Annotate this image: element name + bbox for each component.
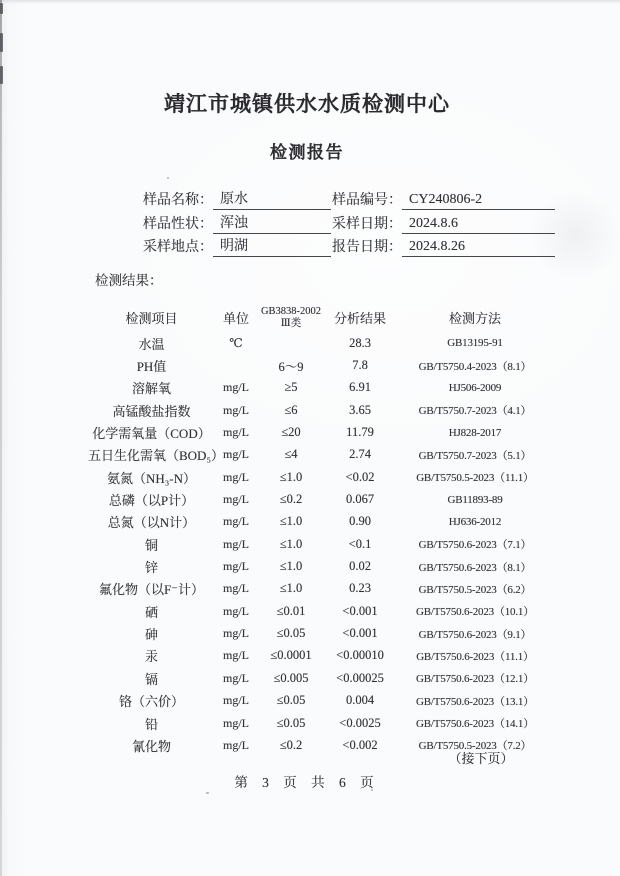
cell-standard-limit: ≤1.0: [279, 559, 303, 574]
cell-method: GB/T5750.4-2023（8.1）: [418, 360, 532, 373]
table-row: [88, 600, 555, 622]
table-row: [88, 690, 555, 712]
cell-item: 总磷（以P计）: [108, 493, 195, 509]
cell-method: GB/T5750.6-2023（13.1）: [415, 695, 535, 708]
header-result: 分析结果: [333, 311, 386, 326]
table-row: [88, 399, 555, 421]
cell-method: GB11893-89: [447, 493, 503, 506]
cell-method: GB/T5750.6-2023（7.1）: [418, 539, 532, 552]
table-row: [88, 622, 555, 644]
cell-standard-limit: ≤0.01: [276, 603, 306, 618]
cell-standard-limit: 6～9: [278, 359, 304, 374]
cell-unit: ℃: [229, 335, 243, 350]
cell-method: GB/T5750.5-2023（7.2）: [418, 740, 532, 753]
cell-analysis-result: 0.067: [345, 492, 375, 507]
cell-item: 汞: [144, 649, 158, 665]
table-row: [88, 712, 555, 734]
page-number-footer: 第 3 页 共 6 页: [234, 775, 376, 790]
header-standard: [257, 306, 325, 329]
cell-standard-limit: ≤0.0001: [270, 648, 312, 663]
table-row: [88, 332, 555, 354]
cell-method: GB/T5750.5-2023（11.1）: [416, 472, 534, 485]
table-header-row: [88, 303, 555, 332]
cell-standard-limit: ≥5: [284, 380, 298, 395]
cell-unit: mg/L: [223, 670, 249, 685]
cell-item: 镉: [144, 671, 158, 687]
cell-analysis-result: 0.90: [349, 514, 371, 529]
cell-unit: mg/L: [223, 402, 249, 417]
cell-item: 化学需氧量（COD）: [92, 426, 211, 442]
report-date-value: 2024.8.26: [402, 239, 555, 257]
cell-item: 五日生化需氧（BOD₅）: [88, 448, 224, 464]
cell-unit: mg/L: [223, 425, 249, 440]
cell-analysis-result: 0.004: [345, 693, 375, 708]
scan-speck: [167, 177, 169, 179]
field-sample-number: [332, 189, 555, 210]
field-sampling-date: [332, 213, 555, 234]
cell-method: GB/T5750.7-2023（4.1）: [418, 405, 532, 418]
results-table: [88, 303, 555, 757]
cell-method: HJ828-2017: [448, 426, 502, 439]
cell-item: 铬（六价）: [118, 694, 184, 710]
sample-character-label: 样品性状：: [143, 216, 213, 232]
cell-standard-limit: ≤1.0: [279, 469, 303, 484]
cell-method: HJ506-2009: [448, 381, 502, 394]
cell-standard-limit: ≤6: [284, 402, 298, 417]
sample-name-label: 样品名称：: [143, 193, 213, 209]
field-sampling-location: [143, 235, 332, 257]
cell-unit: mg/L: [223, 693, 249, 708]
cell-item: 硒: [144, 604, 158, 620]
cell-method: GB/T5750.6-2023（11.1）: [416, 650, 534, 663]
table-row: [88, 354, 555, 376]
sample-number-value: CY240806-2: [402, 192, 555, 210]
cell-unit: mg/L: [223, 648, 249, 663]
info-row: [143, 187, 555, 210]
cell-method: GB/T5750.6-2023（8.1）: [418, 561, 532, 574]
cell-item: 氟化物（以F⁻计）: [98, 582, 205, 598]
page-title: 靖江市城镇供水水质检测中心: [164, 92, 450, 116]
table-row: [88, 377, 555, 399]
sampling-date-label: 采样日期：: [332, 216, 402, 232]
cell-standard-limit: ≤0.005: [273, 670, 309, 685]
report-subtitle: 检测报告: [270, 143, 344, 162]
cell-unit: mg/L: [223, 447, 249, 462]
cell-item: 锌: [144, 560, 158, 576]
cell-method: GB/T5750.6-2023（12.1）: [415, 673, 535, 686]
scan-left-edge: [0, 0, 2, 876]
cell-unit: mg/L: [223, 536, 249, 551]
cell-analysis-result: <0.00010: [336, 648, 384, 663]
header-standard-line1: GB3838-2002: [260, 306, 322, 317]
header-standard-line2: Ⅲ类: [280, 317, 302, 329]
table-row: [88, 533, 555, 555]
cell-unit: mg/L: [223, 715, 249, 730]
cell-analysis-result: 6.91: [349, 380, 371, 395]
results-section-label: 检测结果：: [95, 273, 163, 288]
info-row: [143, 210, 555, 233]
info-row: [143, 234, 555, 257]
cell-unit: mg/L: [223, 626, 249, 641]
cell-analysis-result: 3.65: [349, 402, 371, 417]
cell-standard-limit: ≤1.0: [279, 536, 303, 551]
scan-speck: [206, 792, 209, 794]
sample-character-value: 浑浊: [213, 212, 331, 234]
cell-analysis-result: <0.001: [342, 626, 378, 641]
cell-standard-limit: ≤20: [281, 425, 301, 440]
field-sample-name: [143, 188, 332, 210]
cell-standard-limit: ≤4: [284, 447, 298, 462]
scan-edge-mark: [0, 33, 3, 52]
sampling-location-value: 明湖: [213, 235, 331, 257]
table-row: [88, 466, 555, 488]
cell-standard-limit: ≤0.2: [279, 737, 303, 752]
table-row: [88, 555, 555, 577]
cell-item: 氰化物: [131, 738, 171, 754]
cell-standard-limit: ≤0.2: [279, 492, 303, 507]
cell-analysis-result: <0.1: [348, 536, 372, 551]
report-date-label: 报告日期：: [332, 240, 402, 256]
cell-standard-limit: ≤0.05: [276, 626, 306, 641]
cell-method: GB/T5750.5-2023（6.2）: [418, 583, 532, 596]
table-row: [88, 421, 555, 443]
cell-unit: mg/L: [223, 603, 249, 618]
cell-unit: mg/L: [223, 469, 249, 484]
table-row: [88, 578, 555, 600]
table-row: [88, 511, 555, 533]
cell-analysis-result: <0.001: [342, 603, 378, 618]
cell-method: GB/T5750.6-2023（10.1）: [415, 606, 535, 619]
cell-analysis-result: <0.02: [345, 469, 375, 484]
header-method: 检测方法: [448, 311, 501, 326]
cell-item: PH值: [136, 359, 167, 375]
cell-item: 铅: [144, 716, 158, 732]
cell-method: GB/T5750.6-2023（9.1）: [418, 628, 532, 641]
cell-analysis-result: <0.0025: [339, 715, 381, 730]
cell-item: 高锰酸盐指数: [112, 403, 191, 419]
sample-info-block: [143, 187, 555, 257]
header-item: 检测项目: [125, 311, 178, 326]
cell-unit: mg/L: [223, 581, 249, 596]
field-sample-character: [143, 212, 332, 234]
cell-analysis-result: 2.74: [349, 447, 371, 462]
cell-unit: mg/L: [223, 380, 249, 395]
cell-unit: mg/L: [223, 492, 249, 507]
cell-analysis-result: 0.02: [349, 559, 371, 574]
cell-method: GB13195-91: [447, 337, 503, 350]
cell-analysis-result: 11.79: [346, 425, 374, 440]
cell-analysis-result: <0.00025: [336, 670, 384, 685]
cell-analysis-result: 0.23: [349, 581, 371, 596]
table-row: [88, 444, 555, 466]
cell-unit: mg/L: [223, 514, 249, 529]
cell-item: 铜: [144, 537, 158, 553]
cell-item: 砷: [144, 627, 158, 643]
scan-edge-mark: [0, 66, 3, 84]
cell-item: 氨氮（NH₃-N）: [106, 470, 197, 486]
cell-standard-limit: ≤1.0: [279, 581, 303, 596]
field-report-date: [332, 236, 555, 257]
scan-edge-mark: [0, 3, 3, 14]
sampling-location-label: 采样地点：: [143, 240, 213, 256]
cell-unit: mg/L: [223, 737, 249, 752]
header-unit: 单位: [222, 311, 249, 326]
cell-analysis-result: <0.002: [342, 737, 378, 752]
cell-method: HJ636-2012: [448, 515, 502, 528]
cell-method: GB/T5750.6-2023（14.1）: [415, 718, 535, 731]
cell-analysis-result: 7.8: [352, 358, 368, 373]
cell-standard-limit: ≤1.0: [279, 514, 303, 529]
cell-standard-limit: ≤0.05: [276, 715, 306, 730]
table-row: [88, 667, 555, 689]
table-row: [88, 488, 555, 510]
sampling-date-value: 2024.8.6: [402, 216, 555, 234]
continued-note: （接下页）: [448, 751, 514, 766]
table-body: [88, 332, 555, 757]
sample-number-label: 样品编号：: [332, 193, 402, 209]
sample-name-value: 原水: [213, 188, 331, 210]
cell-unit: mg/L: [223, 559, 249, 574]
cell-item: 溶解氧: [131, 381, 171, 397]
table-row: [88, 645, 555, 667]
cell-standard-limit: ≤0.05: [276, 693, 306, 708]
cell-item: 水温: [138, 336, 165, 352]
cell-method: GB/T5750.7-2023（5.1）: [418, 449, 532, 462]
cell-analysis-result: 28.3: [349, 335, 371, 350]
cell-item: 总氮（以N计）: [107, 515, 196, 531]
